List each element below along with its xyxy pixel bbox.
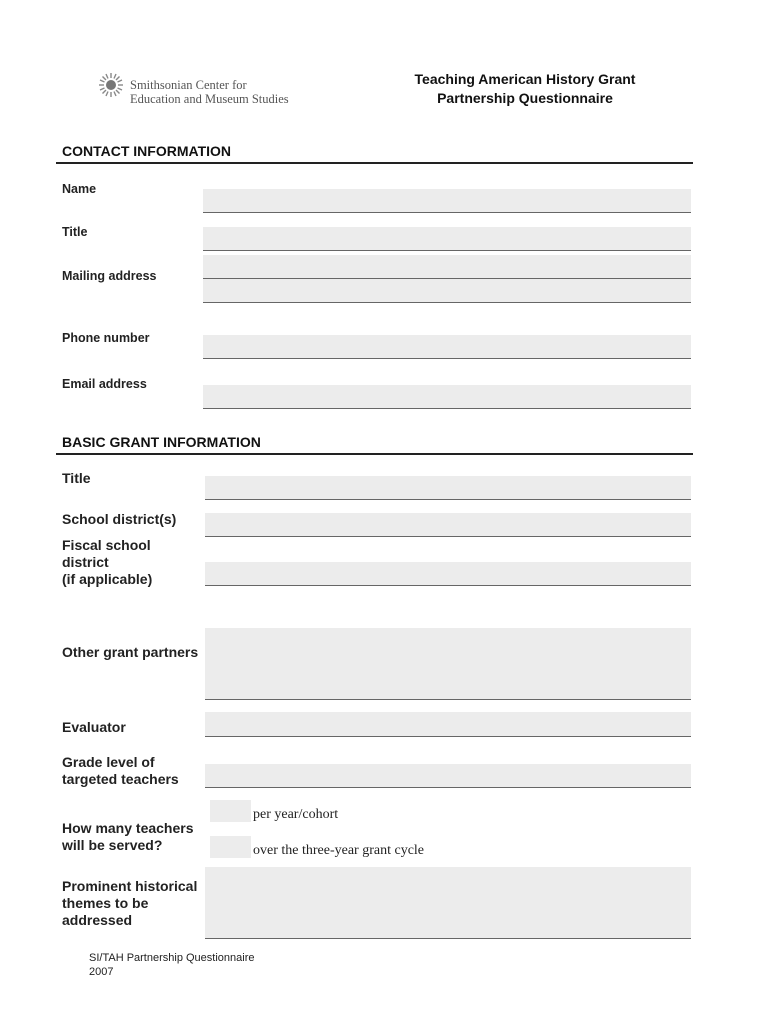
email-address-field[interactable]: [203, 385, 691, 409]
grant-title-field[interactable]: [205, 476, 691, 500]
mailing-address-field-line-2[interactable]: [203, 279, 691, 303]
contact-title-label: Title: [62, 225, 88, 239]
footer-line-2: 2007: [89, 966, 114, 978]
per-year-text: per year/cohort: [253, 807, 339, 822]
logo-line-1: Smithsonian Center for: [130, 78, 247, 92]
document-title-line-1: Teaching American History Grant: [414, 71, 636, 87]
other-partners-field[interactable]: [205, 628, 691, 700]
grade-level-field[interactable]: [205, 764, 691, 788]
teachers-served-label-line-1: How many teachers: [62, 820, 194, 836]
teachers-served-label-line-2: will be served?: [62, 837, 163, 853]
teachers-served-label: [62, 820, 194, 854]
historical-themes-field[interactable]: [205, 867, 691, 939]
email-address-label: Email address: [62, 377, 147, 391]
contact-section-heading: CONTACT INFORMATION: [62, 143, 232, 159]
historical-themes-label: [62, 878, 197, 929]
other-partners-label: Other grant partners: [62, 644, 199, 660]
historical-themes-label-line-2: themes to be: [62, 895, 149, 911]
fiscal-district-label: [62, 537, 152, 588]
document-title: [380, 70, 670, 108]
document-title-line-2: Partnership Questionnaire: [437, 90, 613, 106]
mailing-address-label: Mailing address: [62, 269, 157, 283]
grant-section-heading: BASIC GRANT INFORMATION: [62, 434, 261, 450]
mailing-address-field-line-1[interactable]: [203, 255, 691, 279]
evaluator-field[interactable]: [205, 712, 691, 737]
grade-level-label-line-2: targeted teachers: [62, 771, 179, 787]
school-districts-label: School district(s): [62, 511, 177, 527]
fiscal-district-label-line-3: (if applicable): [62, 571, 153, 587]
phone-number-field[interactable]: [203, 335, 691, 359]
grant-section-rule: [56, 453, 693, 455]
smithsonian-sunburst-icon: [98, 72, 124, 98]
grant-title-label: Title: [62, 470, 91, 486]
grade-level-label-line-1: Grade level of: [62, 754, 155, 770]
name-field[interactable]: [203, 189, 691, 213]
teachers-per-year-field[interactable]: [210, 800, 251, 822]
footer-line-1: SI/TAH Partnership Questionnaire: [89, 952, 255, 964]
logo-line-2: Education and Museum Studies: [130, 92, 289, 106]
fiscal-district-label-line-2: district: [62, 554, 109, 570]
evaluator-label: Evaluator: [62, 719, 126, 735]
page-footer: [89, 951, 254, 979]
name-label: Name: [62, 182, 97, 196]
historical-themes-label-line-3: addressed: [62, 912, 133, 928]
fiscal-district-label-line-1: Fiscal school: [62, 537, 151, 553]
school-districts-field[interactable]: [205, 513, 691, 537]
historical-themes-label-line-1: Prominent historical: [62, 878, 198, 894]
grant-cycle-text: over the three-year grant cycle: [253, 843, 425, 858]
grade-level-label: [62, 754, 179, 788]
contact-title-field[interactable]: [203, 227, 691, 251]
teachers-cycle-field[interactable]: [210, 836, 251, 858]
contact-section-rule: [56, 162, 693, 164]
logo-wordmark: [130, 78, 310, 106]
fiscal-district-field[interactable]: [205, 562, 691, 586]
phone-number-label: Phone number: [62, 331, 150, 345]
